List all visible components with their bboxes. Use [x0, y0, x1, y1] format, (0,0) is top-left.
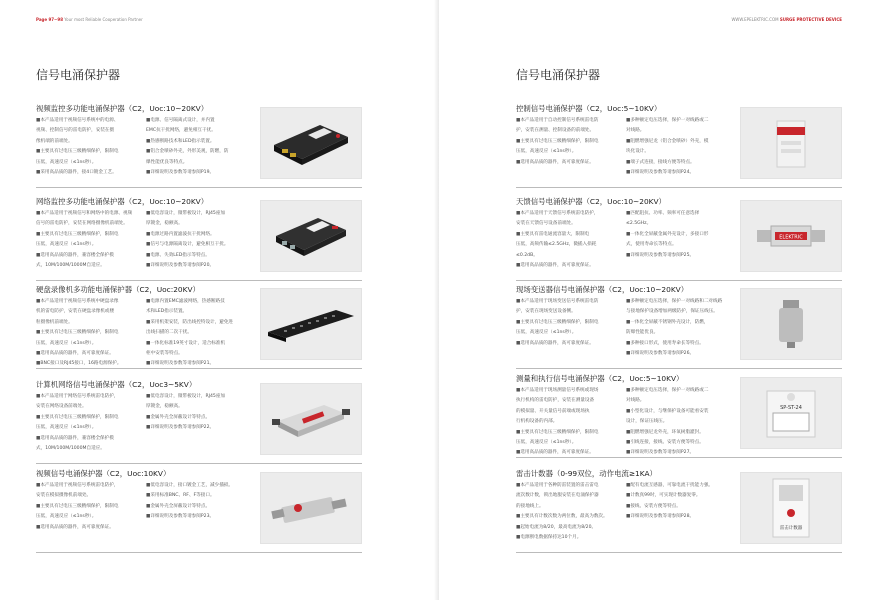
left-page-header — [36, 17, 143, 22]
description-line: ■主要具有过电压三级精细保护，限制电 — [36, 414, 119, 420]
description-line: ■选用高品质的器件，高可靠度保证。 — [516, 450, 594, 456]
product-photo — [260, 472, 362, 544]
description-line: ■电源、信号隔离式设计，并内置 — [146, 118, 215, 123]
description-line: 压低，高速反应（≤1ns秒）。 — [36, 514, 97, 520]
description-column-1 — [36, 297, 144, 370]
description-column-2 — [624, 116, 732, 178]
page-number: Page 97~98 — [36, 17, 63, 22]
description-line: 与接地保护设备增加两级防护，保证压线压。 — [626, 309, 718, 315]
description-line: ■主要具有雷电通流容量大，限制电 — [516, 231, 590, 237]
right-product-5 — [516, 468, 842, 558]
description-line: ■选用高品质的器件，高可靠度保证。 — [36, 524, 114, 530]
site-url: WWW.EPELEKTRIC.COM — [731, 17, 779, 22]
description-line: 出线扫描的二次干扰。 — [146, 330, 192, 336]
description-line: ■电源过路内置滤波抗干扰网络。 — [146, 231, 215, 237]
description-column-1 — [516, 209, 624, 271]
product-title: 控制信号电涌保护器（C2，Uoc:5~10KV） — [516, 104, 662, 113]
description-line: ■详细说明及参数等请参阅P25。 — [626, 252, 695, 258]
right-product-1 — [516, 103, 842, 193]
product-title: 视频监控多功能电涌保护器（C2，Uoc:10~20KV） — [36, 104, 209, 113]
description-line: ■采用标准BNC、RF、F等接口。 — [146, 493, 215, 499]
description-line: ■端子式连接，接线方便等特点。 — [626, 159, 695, 165]
product-photo — [740, 377, 842, 449]
right-product-3 — [516, 284, 842, 374]
description-line: ≤2.5GHz。 — [626, 221, 652, 227]
product-title: 硬盘录像机多功能电涌保护器（C2，Uoc:20KV） — [36, 285, 200, 294]
description-line: ■阻燃增强尼龙外壳，环氧树脂灌封。 — [626, 429, 704, 435]
description-line: 防爆性能优良。 — [626, 330, 659, 336]
left-section-title: 信号电涌保护器 — [36, 68, 121, 82]
description-line: ■本产品适用于视频信号系统雷电防护， — [36, 483, 119, 488]
description-line: 柜中安装等特点。 — [146, 351, 183, 357]
left-product-2 — [36, 196, 362, 286]
description-column-2 — [144, 116, 252, 178]
product-title: 视频信号电涌保护器（C2，Uoc:10KV） — [36, 469, 171, 478]
description-line: 对线路。 — [626, 398, 645, 404]
description-line: ■主要具有过电压三级精细保护，限制电 — [36, 330, 119, 336]
right-section-title: 信号电涌保护器 — [516, 68, 601, 82]
description-line: 厚镀金，稳额高。 — [146, 404, 183, 410]
description-line: ■详细说明及参数等请参阅P28。 — [626, 514, 695, 520]
description-line: ■匹配阻抗、功率、频率可任意选择 — [626, 211, 700, 216]
product-photo — [740, 107, 842, 179]
description-line: ■详细说明及参数等请参阅P22。 — [146, 425, 215, 431]
description-line: ■本产品适用于天馈信号系统雷电防护， — [516, 211, 599, 216]
description-line: ■接线、安装方便等特点。 — [626, 503, 681, 509]
section-divider — [36, 552, 362, 553]
description-column-1 — [36, 481, 144, 543]
description-line: ■电源内置EMC滤波网络，热感断路技 — [146, 299, 225, 304]
description-line: ■引线连接，接线、安装方便等特点。 — [626, 440, 704, 446]
description-line: ■配有电流互感器，可靠电流干扰能力强。 — [626, 483, 714, 488]
description-line: ■本产品适用于现场变送信号系统雷电防 — [516, 299, 599, 304]
description-line: ■金属外壳全屏蔽设计等特点。 — [146, 503, 211, 509]
description-column-1 — [36, 392, 144, 454]
right-page-header — [731, 17, 842, 22]
description-line: ■主要具有过电压三级精细保护，限制电 — [36, 503, 119, 509]
svg-text:ELEKTRIC: ELEKTRIC — [779, 234, 803, 241]
product-description — [516, 481, 732, 543]
description-line: ■采用高品质的器件，接4口镀金工艺。 — [36, 170, 117, 176]
description-line: 压低，高频传输≤2.5GHz，微插入损耗 — [516, 242, 597, 248]
product-photo — [260, 383, 362, 455]
section-divider — [36, 280, 362, 281]
description-column-1 — [516, 297, 624, 359]
product-photo — [260, 107, 362, 179]
description-line: EMC抗干扰网络，避免相互干扰。 — [146, 128, 216, 134]
description-line: ≤0.2dB。 — [516, 252, 538, 258]
description-line: 流次数计数，锁出地服安装在电涌保护器 — [516, 493, 599, 499]
description-line: ■本产品适用于各种防雷装置的雷击雷电 — [516, 483, 599, 488]
right-page — [439, 0, 878, 600]
description-line: ■主要具有过电压三级精细保护，限制电 — [36, 231, 119, 237]
description-line: ■主要具有过电压三级精细保护，限制电 — [516, 319, 599, 325]
description-line: ■一体化全屏蔽不锈钢外壳设计，防燃， — [626, 319, 709, 325]
description-column-2 — [624, 209, 732, 271]
description-line: ■本产品适用于自动控制信号系统雷电防 — [516, 118, 599, 123]
description-line: ■计数真99时，可实现计数器复零。 — [626, 493, 701, 499]
description-line: 设计，保证压线压。 — [626, 419, 668, 425]
section-divider — [36, 368, 362, 369]
description-line: ■铝合金喷砂外壳，外形美观，防燃，防 — [146, 149, 229, 155]
description-line: ■低电容设计，微带板设计，RJ45座加 — [146, 211, 226, 216]
description-line: ■BNC接口及RJ45接口，16路电源保护。 — [36, 361, 122, 367]
description-line: 安装在模拟摄像机前端处。 — [36, 493, 92, 499]
svg-text:雷击计数器: 雷击计数器 — [779, 526, 803, 531]
description-column-2 — [624, 386, 732, 459]
product-description — [516, 209, 732, 271]
description-line: ■选用高品质的器件，高可靠度保证。 — [516, 263, 594, 269]
description-line: 压低，高速反应（≤1ns秒）。 — [36, 242, 97, 248]
description-line: ■电源断电数据保持达10个月。 — [516, 535, 582, 541]
description-line: ■主要具有过电压三级精细保护，限制电 — [36, 149, 119, 155]
description-column-2 — [624, 481, 732, 543]
description-line: ■热感断路技术和LED指示装置。 — [146, 138, 215, 144]
description-line: 压低，高速反应（≤1ns秒）。 — [36, 425, 97, 431]
description-line: ■小型化设计，与继保护设备可能看安装 — [626, 408, 709, 414]
description-column-1 — [516, 116, 624, 178]
description-line: 视频、控制信号的雷电防护，安装在摄 — [36, 128, 115, 134]
description-line: 执行机构的雷电防护，安装在测量设备 — [516, 398, 595, 404]
description-line: ■本产品适用于视频信号和网络中的电源、视频 — [36, 211, 133, 216]
description-line: 机的雷电防护，安装在硬盘录像机或楼 — [36, 309, 115, 315]
product-photo — [740, 288, 842, 360]
description-line: ■阻燃增强尼龙（铝合金喷砂）外壳，模 — [626, 138, 709, 144]
description-line: ■本产品适用于视频信号系统中的电源、 — [36, 118, 119, 123]
description-column-2 — [144, 297, 252, 370]
right-product-2 — [516, 196, 842, 286]
description-line: 压低，高速反应（≤1ns秒）。 — [36, 340, 97, 346]
product-title: 计算机网络信号电涌保护器（C2，Uoc3~5KV） — [36, 380, 197, 389]
left-product-5 — [36, 468, 362, 558]
product-photo — [740, 200, 842, 272]
description-line: 的接地线上。 — [516, 503, 544, 509]
description-column-1 — [516, 481, 624, 543]
description-line: 对线路。 — [626, 128, 645, 134]
page-tagline: Your most Reliable Cooperation Partner — [64, 17, 143, 22]
description-line: ■电源、失效LED指示等特点。 — [146, 252, 210, 258]
product-photo — [260, 200, 362, 272]
product-description — [516, 386, 732, 459]
description-column-1 — [36, 116, 144, 178]
description-line: ■多种额定电压选择，保护一对线路或二 — [626, 118, 709, 123]
description-column-2 — [144, 392, 252, 454]
description-line: 护，安装在现场变送设备侧。 — [516, 309, 576, 315]
left-product-3 — [36, 284, 362, 374]
product-title: 测量和执行信号电涌保护器（C2，Uoc:5~10KV） — [516, 374, 684, 383]
description-column-2 — [144, 481, 252, 543]
section-divider — [516, 187, 842, 188]
header-section-name: SURGE PROTECTIVE DEVICE — [779, 17, 842, 22]
description-line: 的模拟量、开关量信号前端或现场执 — [516, 408, 590, 414]
description-line: ■详细说明及参数等请参阅P23。 — [146, 514, 215, 520]
description-line: ■选用高品质的器件，高可靠度保证。 — [516, 159, 594, 165]
description-line: ■详细说明及参数等请参阅P26。 — [626, 351, 695, 357]
product-description — [516, 297, 732, 359]
section-divider — [36, 187, 362, 188]
product-title: 雷击计数器（0-99双位，动作电流≥1KA） — [516, 469, 657, 478]
section-divider — [516, 368, 842, 369]
description-line: ■多种额定电压选择，保护一对线路或二 — [626, 388, 709, 393]
product-title: 天馈信号电涌保护器（C2，Uoc:10~20KV） — [516, 197, 666, 206]
description-line: 压低，高速反应（≤1ns秒）。 — [516, 149, 577, 155]
description-line: ■金属外壳全屏蔽设计等特点。 — [146, 414, 211, 420]
description-line: 式，使用寿命长等特点。 — [626, 242, 677, 248]
product-photo — [260, 288, 362, 360]
description-line: 像机端的前端处。 — [36, 138, 73, 144]
description-line: 压低，高速反应（≤1ns秒）。 — [516, 330, 577, 336]
product-description — [36, 392, 252, 454]
left-product-1 — [36, 103, 362, 193]
product-description — [516, 116, 732, 178]
description-column-2 — [624, 297, 732, 359]
description-line: ■本产品适用于视频信号系统中硬盘录像 — [36, 299, 119, 304]
description-line: ■一体化标准19英寸设计，适合标准机 — [146, 340, 226, 346]
product-description — [36, 209, 252, 271]
description-line: ■详细说明及参数等请参阅P24。 — [626, 170, 695, 176]
description-line: ■起始电流为8/20，最高电流为8/20。 — [516, 524, 597, 530]
description-line: ■多种额定电压选择，保护一对线路和二对线路 — [626, 299, 723, 304]
description-line: ■选用高品质的器件，高可靠度保证。 — [516, 340, 594, 346]
section-divider — [36, 463, 362, 464]
description-line: ■选用高品质的器件，兼容楼全保护模 — [36, 435, 114, 441]
description-line: ■详细说明及参数等请参阅P19。 — [146, 170, 215, 176]
description-line: 压低，高速反应（≤1ns秒）。 — [516, 440, 577, 446]
product-title: 网络监控多功能电涌保护器（C2，Uoc:10~20KV） — [36, 197, 209, 206]
description-line: 行机构设备的内部。 — [516, 419, 558, 425]
description-line: 式，10M/100M/1000M自适应。 — [36, 446, 105, 452]
description-line: 块化设计。 — [626, 149, 649, 155]
description-column-2 — [144, 209, 252, 271]
description-line: ■主要具有过电压三级精细保护，限制电 — [516, 429, 599, 435]
description-line: 厚镀金，稳额高。 — [146, 221, 183, 227]
description-line: ■主要具有计数次数为两位数，最高为数次。 — [516, 514, 608, 520]
product-description — [36, 116, 252, 178]
section-divider — [516, 280, 842, 281]
description-line: 护，安装在测量、控制设备的前端处。 — [516, 128, 595, 134]
description-line: ■详细说明及参数等请参阅P27。 — [626, 450, 695, 456]
product-title: 现场变送器信号电涌保护器（C2，Uoc:10~20KV） — [516, 285, 689, 294]
description-line: ■信号与电源隔离设计，避免相互干扰。 — [146, 242, 229, 248]
description-line: ■详细说明及参数等请参阅P21。 — [146, 361, 215, 367]
description-column-1 — [516, 386, 624, 459]
description-line: 术和LED指示装置。 — [146, 309, 188, 315]
description-line: ■主要具有过电压三级精细保护，限制电 — [516, 138, 599, 144]
description-line: ■选用高品质的器件，兼容楼全保护模 — [36, 252, 114, 258]
product-description — [36, 481, 252, 543]
description-line: ■多种接口形式，使用寿命长等特点。 — [626, 340, 704, 346]
description-line: 信号的雷电防护，安装在网络摄像机前端处。 — [36, 221, 128, 227]
description-line: 安装在天馈信号设备前端处。 — [516, 221, 576, 227]
description-line: 安装在网络设备前端处。 — [36, 404, 87, 410]
description-line: 式，10M/100M/1000M自适应。 — [36, 263, 105, 269]
section-divider — [516, 552, 842, 553]
section-divider — [516, 457, 842, 458]
description-line: ■一体化全屏蔽金属外壳设计，多接口形 — [626, 231, 709, 237]
description-column-1 — [36, 209, 144, 271]
description-line: 压低，高速反应（≤1ns秒）。 — [36, 159, 97, 165]
description-line: ■低电容设计，微带板设计，RJ45座加 — [146, 394, 226, 399]
left-product-4 — [36, 379, 362, 469]
description-line: ■采用机架安装，防出线控特设计，避免进 — [146, 319, 234, 325]
product-photo — [740, 472, 842, 544]
description-line: 粒摄像机前端处。 — [36, 319, 73, 325]
description-line: ■本产品适用于网络信号系统雷电防护， — [36, 394, 119, 399]
svg-text:SP-ST-24: SP-ST-24 — [780, 405, 802, 411]
product-description — [36, 297, 252, 370]
description-line: ■本产品适用于现场测量信号系统或现场 — [516, 388, 599, 393]
description-line: ■详细说明及参数等请参阅P20。 — [146, 263, 215, 269]
description-line: 爆性能优良等特点。 — [146, 159, 188, 165]
right-product-4 — [516, 373, 842, 463]
description-line: ■选用高品质的器件，高可靠度保证。 — [36, 351, 114, 357]
description-line: ■低电容设计，接口镀金工艺，减少插损。 — [146, 483, 234, 488]
